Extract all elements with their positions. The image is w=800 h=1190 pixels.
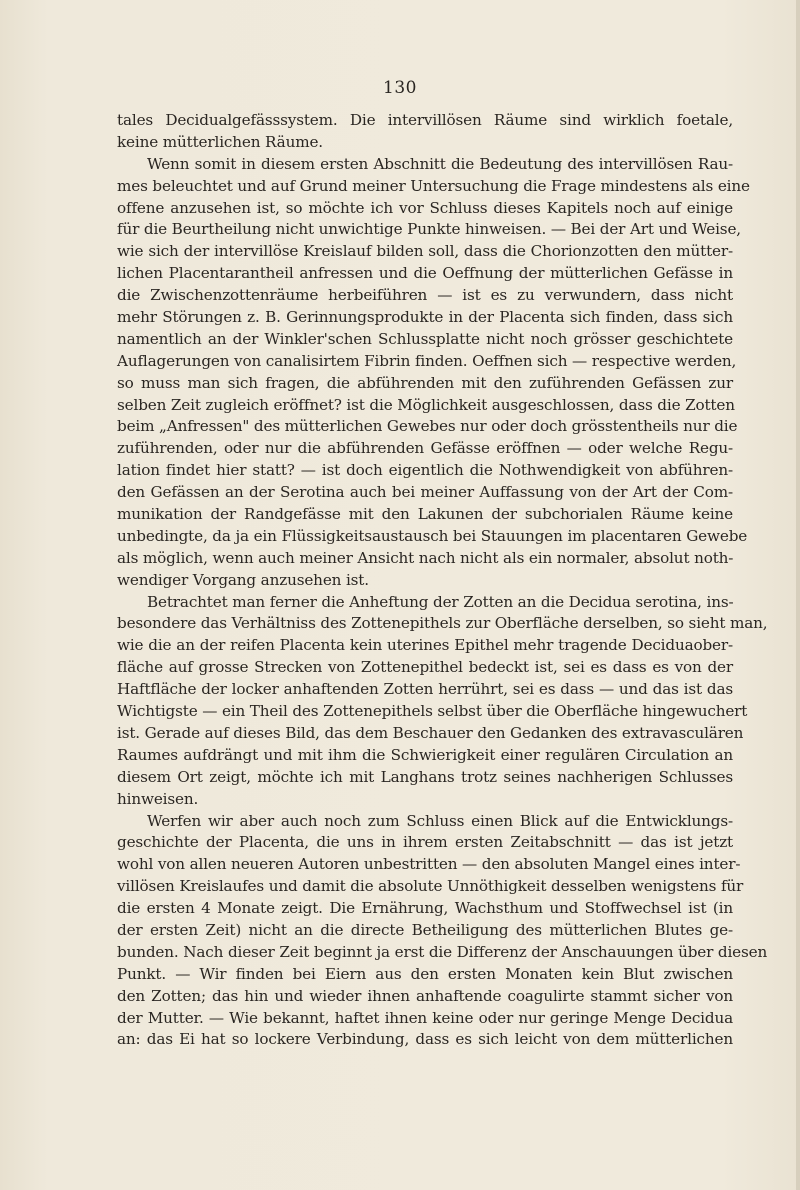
text-line: der Mutter. — Wie bekannt, haftet ihnen keine oder nur geringe Menge Decidua — [117, 1008, 733, 1027]
text-line: lichen Placentarantheil anfressen und die Oeffnung der mütterlichen Gefässe in — [117, 264, 733, 283]
text-line: bunden. Nach dieser Zeit beginnt ja erst die Differenz der Anschauungen über diesen — [117, 942, 768, 961]
text-line: für die Beurtheilung nicht unwichtige Punkte hinweisen. — Bei der Art und Weise, — [117, 220, 741, 239]
text-line: villösen Kreislaufes und damit die absolute Unnöthigkeit desselben wenigstens für — [117, 877, 744, 896]
text-line: an: das Ei hat so lockere Verbindung, dass es sich leicht von dem mütterlichen — [117, 1030, 733, 1049]
text-line: offene anzusehen ist, so möchte ich vor Schluss dieses Kapitels noch auf einige — [117, 198, 733, 217]
text-line: die ersten 4 Monate zeigt. Die Ernährung, Wachsthum und Stoffwechsel ist (in — [117, 899, 733, 918]
page-number: 130 — [383, 78, 417, 98]
text-line: tales Decidualgefässsystem. Die intervillösen Räume sind wirklich foetale, — [117, 111, 733, 129]
text-line: die Zwischenzottenräume herbeiführen — ist es zu verwundern, dass nicht — [117, 286, 733, 305]
text-line: der ersten Zeit) nicht an die directe Betheiligung des mütterlichen Blutes ge- — [117, 920, 733, 939]
text-line: munikation der Randgefässe mit den Lakunen der subchorialen Räume keine — [117, 505, 733, 524]
paragraph-start-line: Wenn somit in diesem ersten Abschnitt die Bedeutung des intervillösen Rau- — [147, 154, 733, 173]
text-line: Haftfläche der locker anhaftenden Zotten herrührt, sei es dass — und das ist das — [117, 680, 733, 699]
text-line: den Gefässen an der Serotina auch bei meiner Auffassung von der Art der Com- — [117, 483, 733, 502]
text-line: geschichte der Placenta, die uns in ihrem ersten Zeitabschnitt — das ist jetzt — [117, 833, 733, 852]
text-line: ist. Gerade auf dieses Bild, das dem Beschauer den Gedanken des extravasculären — [117, 723, 744, 742]
page-edge — [796, 0, 800, 1190]
text-line: als möglich, wenn auch meiner Ansicht nach nicht als ein normaler, absolut noth- — [117, 548, 734, 567]
text-line: hinweisen. — [117, 789, 199, 808]
text-line: beim „Anfressen" des mütterlichen Gewebes nur oder doch grösstentheils nur die — [117, 417, 738, 436]
text-line: unbedingte, da ja ein Flüssigkeitsaustausch bei Stauungen im placentaren Gewebe — [117, 526, 748, 545]
text-line: Punkt. — Wir finden bei Eiern aus den ersten Monaten kein Blut zwischen — [117, 964, 733, 983]
text-line: wie die an der reifen Placenta kein uterines Epithel mehr tragende Deciduaober- — [117, 636, 733, 655]
text-line: mes beleuchtet und auf Grund meiner Untersuchung die Frage mindestens als eine — [117, 176, 750, 195]
text-line: fläche auf grosse Strecken von Zottenepithel bedeckt ist, sei es dass es von der — [117, 658, 733, 677]
text-line: wie sich der intervillöse Kreislauf bilden soll, dass die Chorionzotten den mütter- — [117, 242, 733, 261]
text-line: keine mütterlichen Räume. — [117, 132, 323, 151]
body-text — [117, 110, 768, 1051]
text-line: so muss man sich fragen, die abführenden mit den zuführenden Gefässen zur — [117, 373, 733, 392]
text-line: wohl von allen neueren Autoren unbestritten — den absoluten Mangel eines inter- — [117, 855, 741, 874]
text-line: selben Zeit zugleich eröffnet? ist die Möglichkeit ausgeschlossen, dass die Zotten — [117, 395, 735, 414]
text-line: besondere das Verhältniss des Zottenepithels zur Oberfläche derselben, so sieht man, — [117, 614, 768, 633]
text-line: zuführenden, oder nur die abführenden Gefässe eröffnen — oder welche Regu- — [117, 439, 733, 458]
text-line: Wichtigste — ein Theil des Zottenepithels selbst über die Oberfläche hingewuchert — [117, 702, 748, 721]
text-line: mehr Störungen z. B. Gerinnungsprodukte in der Placenta sich finden, dass sich — [117, 308, 733, 327]
text-line: lation findet hier statt? — ist doch eigentlich die Nothwendigkeit von abführen- — [117, 461, 733, 480]
text-line: Raumes aufdrängt und mit ihm die Schwierigkeit einer regulären Circulation an — [117, 745, 733, 764]
paragraph-start-line: Betrachtet man ferner die Anheftung der Zotten an die Decidua serotina, ins- — [147, 592, 734, 611]
text-line: namentlich an der Winkler'schen Schlussplatte nicht noch grösser geschichtete — [117, 329, 733, 348]
text-line: Auflagerungen von canalisirtem Fibrin finden. Oeffnen sich — respective werden, — [117, 351, 737, 370]
text-line: den Zotten; das hin und wieder ihnen anhaftende coagulirte stammt sicher von — [117, 986, 733, 1005]
text-line: wendiger Vorgang anzusehen ist. — [117, 570, 369, 589]
paragraph-start-line: Werfen wir aber auch noch zum Schluss einen Blick auf die Entwicklungs- — [147, 811, 733, 830]
text-line: diesem Ort zeigt, möchte ich mit Langhans trotz seines nachherigen Schlusses — [117, 767, 733, 786]
